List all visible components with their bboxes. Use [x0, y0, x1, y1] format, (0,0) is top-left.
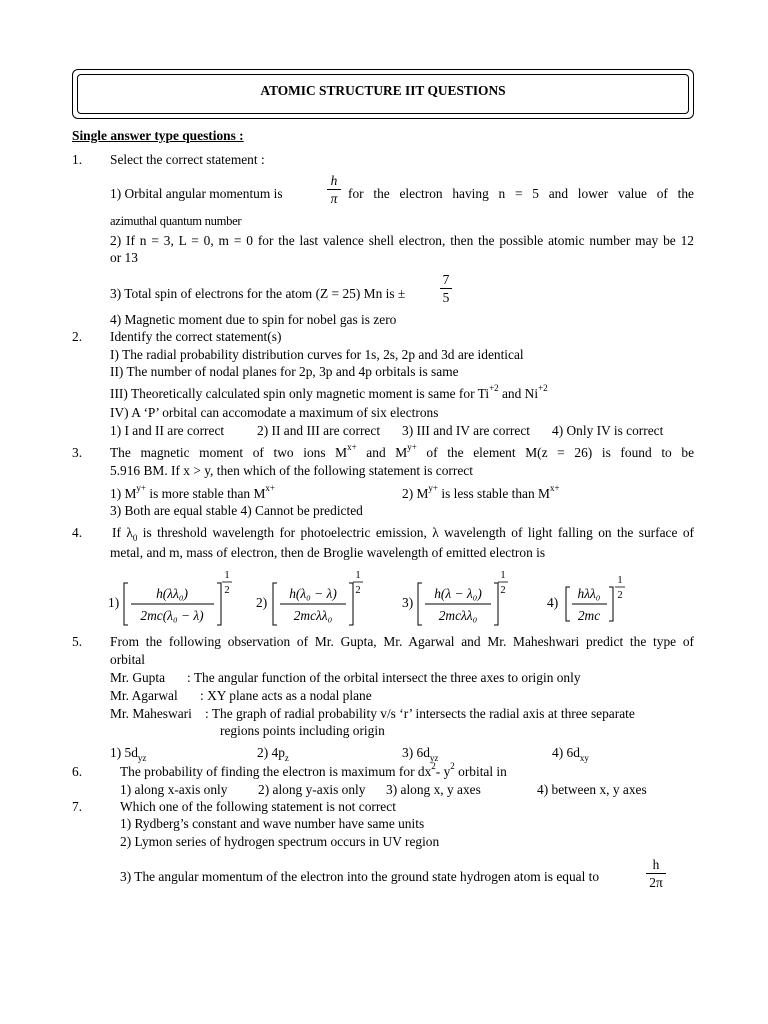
q2-option-1: 1) I and II are correct [110, 423, 225, 438]
q1-option-4: 4) Magnetic moment due to spin for nobel gas is zero [110, 312, 397, 327]
q6-option-4: 4) between x, y axes [537, 782, 647, 797]
q6-stem-part-b: - y [435, 764, 451, 779]
q3-line1-part-c: of the element M(z = 26) is found to be [416, 445, 695, 460]
q7-option-3-fraction-denominator: 2π [646, 873, 666, 891]
q4-option-3-numerator: h(λ − λ₀) [434, 586, 482, 601]
q6-stem-sup-a: 2 [431, 761, 436, 771]
q4-option-1-exp-den: 2 [224, 585, 230, 596]
q6-stem-part-c: orbital in [454, 764, 507, 779]
q5-option-4-sub: xy [579, 753, 589, 763]
q6-option-2: 2) along y-axis only [258, 782, 366, 797]
q2-statement-1: I) The radial probability distribution curves for 1s, 2s, 2p and 3d are identical [110, 347, 524, 362]
title-box [72, 69, 694, 119]
q2-statement-3-sup-1: +2 [489, 383, 499, 393]
q7-option-1: 1) Rydberg’s constant and wave number have same units [120, 816, 425, 831]
q2-number: 2. [72, 329, 83, 344]
q5-option-3-sub: yz [429, 753, 439, 763]
q5-line1-text: From the following observation of Mr. Gupta, Mr. Agarwal and Mr. Maheshwari predict the type of [110, 634, 694, 649]
q5-agarwal-name: Mr. Agarwal [110, 688, 178, 703]
q7-number: 7. [72, 799, 83, 814]
q5-gupta-name: Mr. Gupta [110, 670, 166, 685]
q4-option-4-left-bracket [566, 587, 570, 621]
q4-options-formulas [100, 563, 660, 635]
q4-option-4-denominator: 2mc [577, 608, 601, 623]
q1-option-1-fraction-denominator: π [327, 189, 341, 207]
q7-option-3-fraction-numerator: h [652, 857, 660, 872]
q4-line1 [112, 524, 694, 541]
q1-option-1-part-a: 1) Orbital angular momentum is [110, 186, 283, 201]
q4-option-2-denominator: 2mcλλ₀ [293, 608, 333, 623]
q4-option-2-left-bracket [273, 583, 277, 625]
q4-line2: metal, and m, mass of electron, then de Broglie wavelength of emitted electron is [110, 545, 546, 560]
q4-line1-part-b: is threshold wavelength for photoelectric emission, λ wavelength of light falling on the surface of [137, 525, 695, 540]
q3-option-2-part-a: 2) M [402, 486, 429, 501]
q3-option-2-sup-y: y+ [428, 483, 438, 493]
q5-maheswari-text-2: regions points including origin [220, 723, 385, 738]
q2-statement-3 [110, 385, 548, 402]
q1-option-1-part-c: azimuthal quantum number [110, 214, 242, 228]
q5-maheswari-name: Mr. Maheswari [110, 706, 192, 721]
q7-stem: Which one of the following statement is not correct [120, 799, 396, 814]
q5-option-2-sub: z [284, 753, 289, 763]
q4-line1-part-a: If λ [112, 525, 133, 540]
q4-option-1-right-bracket [217, 583, 221, 625]
q5-maheswari-text: : The graph of radial probability v/s ‘r’ intersects the radial axis at three separate [205, 706, 635, 721]
q3-line1 [110, 444, 694, 461]
q3-option-1 [110, 485, 275, 502]
q6-stem [120, 763, 507, 780]
q1-option-2-line2: or 13 [110, 250, 138, 265]
q6-stem-sup-b: 2 [450, 761, 455, 771]
q5-option-2-text: 2) 4p [257, 745, 285, 760]
q5-number: 5. [72, 634, 83, 649]
q4-option-4-label: 4) [547, 595, 559, 610]
q3-line1-text [110, 444, 694, 461]
q1-option-1-part-b-text: for the electron having n = 5 and lower value of the [348, 186, 694, 201]
q4-option-1-label: 1) [108, 595, 120, 610]
q5-option-3 [402, 744, 438, 761]
page-title: ATOMIC STRUCTURE IIT QUESTIONS [260, 83, 506, 98]
q2-statement-3-sup-2: +2 [538, 383, 548, 393]
q1-option-2-line1 [110, 232, 694, 249]
q3-option-1-part-a: 1) M [110, 486, 137, 501]
q4-option-1-exp-num: 1 [224, 570, 230, 581]
q4-option-3-exp-den: 2 [500, 585, 506, 596]
q5-option-4-text: 4) 6d [552, 745, 580, 760]
q1-option-1-fraction-numerator: h [330, 173, 338, 188]
q5-agarwal-text: : XY plane acts as a nodal plane [200, 688, 372, 703]
q4-option-4 [547, 575, 625, 623]
q4-option-1-denominator: 2mc(λ₀ − λ) [140, 608, 204, 623]
q2-statement-3-part-a: III) Theoretically calculated spin only magnetic moment is same for Ti [110, 386, 490, 401]
q1-option-3-fraction [440, 271, 452, 306]
q3-option-2-sup-x: x+ [549, 483, 560, 493]
q1-option-3-text: 3) Total spin of electrons for the atom (Z = 25) Mn is ± [110, 286, 406, 301]
q4-option-2-exp-num: 1 [355, 570, 361, 581]
q4-option-2-exp-den: 2 [355, 585, 361, 596]
q3-option-2 [402, 485, 560, 502]
q4-option-1-numerator: h(λλ₀) [156, 586, 188, 601]
q4-option-3-left-bracket [418, 583, 422, 625]
q6-option-1: 1) along x-axis only [120, 782, 228, 797]
q4-option-2-label: 2) [256, 595, 268, 610]
q4-line1-text [112, 524, 694, 541]
q3-sup-y: y+ [407, 442, 417, 452]
q4-option-4-right-bracket [609, 587, 613, 621]
q3-option-1-sup-y: y+ [136, 483, 146, 493]
q2-statement-4: IV) A ‘P’ orbital can accomodate a maximum of six electrons [110, 405, 439, 420]
q5-option-1-text: 1) 5d [110, 745, 138, 760]
q6-stem-part-a: The probability of finding the electron is maximum for dx [120, 764, 432, 779]
q4-option-3-denominator: 2mcλλ₀ [438, 608, 478, 623]
q3-option-1-part-b: is more stable than M [146, 486, 266, 501]
q5-line1 [110, 633, 694, 650]
q7-option-3: 3) The angular momentum of the electron into the ground state hydrogen atom is equal to [120, 869, 600, 884]
q4-option-2 [256, 570, 363, 625]
q4-option-3-right-bracket [494, 583, 498, 625]
q4-option-3-label: 3) [402, 595, 414, 610]
q3-option-2-part-b: is less stable than M [438, 486, 550, 501]
q2-option-4: 4) Only IV is correct [552, 423, 664, 438]
q3-line1-part-b: and M [356, 445, 408, 460]
q4-option-4-exp-den: 2 [617, 590, 623, 601]
q3-line2: 5.916 BM. If x > y, then which of the following statement is correct [110, 463, 473, 478]
q4-option-1 [108, 570, 232, 625]
q6-option-3: 3) along x, y axes [386, 782, 481, 797]
q2-stem: Identify the correct statement(s) [110, 329, 282, 344]
q3-option-1-sup-x: x+ [265, 483, 275, 493]
q2-option-3: 3) III and IV are correct [402, 423, 531, 438]
q1-option-3-fraction-denominator: 5 [440, 288, 452, 306]
q6-number: 6. [72, 764, 83, 779]
q2-option-2: 2) II and III are correct [257, 423, 381, 438]
q3-line1-part-a: The magnetic moment of two ions M [110, 445, 348, 460]
q4-option-1-left-bracket [124, 583, 128, 625]
q4-option-3-exp-num: 1 [500, 570, 506, 581]
q5-option-3-text: 3) 6d [402, 745, 430, 760]
q1-number: 1. [72, 152, 83, 167]
q1-option-1-part-b [348, 185, 694, 202]
q3-number: 3. [72, 445, 83, 460]
q7-option-2: 2) Lymon series of hydrogen spectrum occurs in UV region [120, 834, 440, 849]
q4-line1-sub: 0 [132, 533, 138, 543]
q5-option-2 [257, 744, 289, 761]
section-heading: Single answer type questions : [72, 128, 244, 143]
q4-option-3 [402, 570, 508, 625]
q2-statement-2: II) The number of nodal planes for 2p, 3p and 4p orbitals is same [110, 364, 459, 379]
q5-option-4 [552, 744, 589, 761]
q3-options-3-4: 3) Both are equal stable 4) Cannot be predicted [110, 503, 363, 518]
q4-option-2-right-bracket [349, 583, 353, 625]
q1-option-2-line1-text: 2) If n = 3, L = 0, m = 0 for the last valence shell electron, then the possible atomic number may be 12 [110, 233, 694, 248]
q1-option-3-fraction-numerator: 7 [442, 272, 450, 287]
q3-sup-x: x+ [347, 442, 357, 452]
q4-option-4-numerator: hλλ₀ [577, 586, 601, 601]
q4-option-4-exp-num: 1 [617, 575, 623, 586]
q1-stem: Select the correct statement : [110, 152, 265, 167]
q4-number: 4. [72, 525, 83, 540]
q2-statement-3-part-b: and Ni [498, 386, 539, 401]
q7-option-3-fraction [646, 856, 666, 891]
q5-option-1 [110, 744, 146, 761]
q5-option-1-sub: yz [137, 753, 147, 763]
q1-option-1-fraction [327, 172, 341, 207]
q4-option-2-numerator: h(λ₀ − λ) [289, 586, 337, 601]
q5-gupta-text: : The angular function of the orbital intersect the three axes to origin only [187, 670, 581, 685]
q5-line2: orbital [110, 652, 145, 667]
